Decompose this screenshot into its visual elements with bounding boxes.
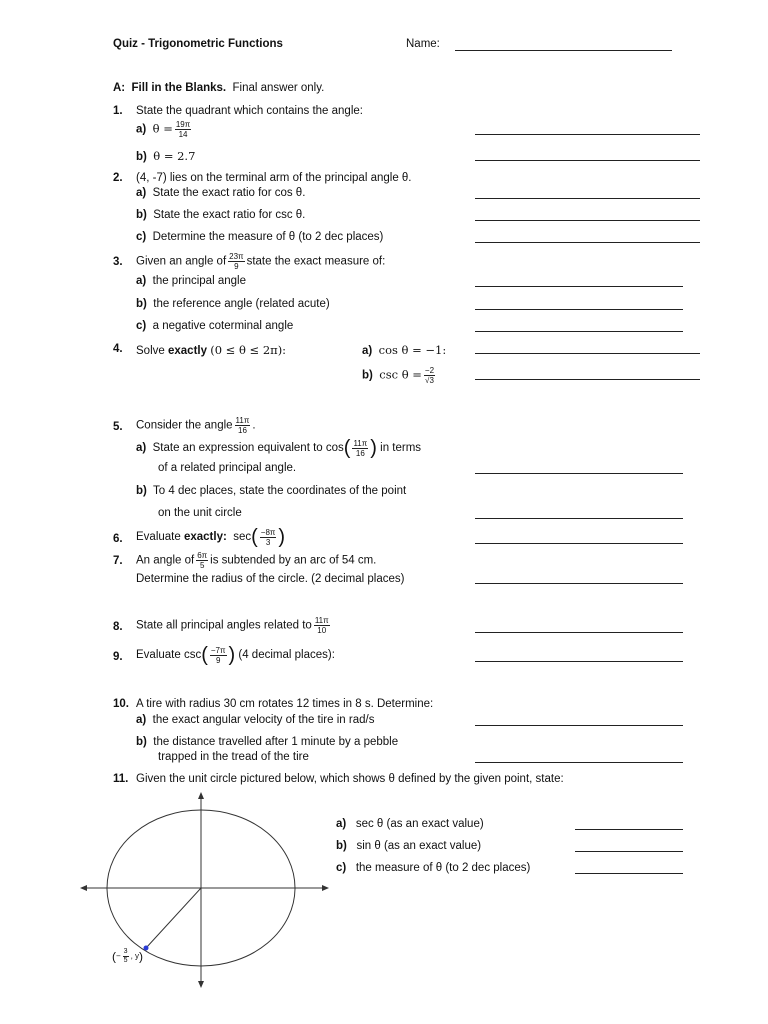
q2-text: (4, -7) lies on the terminal arm of the principal angle θ.	[136, 172, 412, 184]
q6-number: 6.	[113, 533, 123, 545]
q5a-answer-blank[interactable]	[475, 473, 683, 474]
q10a-answer-blank[interactable]	[475, 725, 683, 726]
terminal-point	[144, 946, 149, 951]
q11c-answer-blank[interactable]	[575, 873, 683, 874]
q6-answer-blank[interactable]	[475, 543, 683, 544]
q7-text: An angle of $\frac{6\pi}{5}$ is subtended by an arc of 54 cm.	[136, 551, 377, 570]
q5-text: Consider the angle $\frac{11\pi}{16}$ .	[136, 416, 256, 435]
q3c: c) a negative coterminal angle	[136, 320, 294, 332]
q2c: c) Determine the measure of θ (to 2 dec places)	[136, 231, 384, 243]
q11b: b) sin θ (as an exact value)	[336, 840, 482, 852]
q11c: c) the measure of θ (to 2 dec places)	[336, 862, 531, 874]
q11-text: Given the unit circle pictured below, which shows θ defined by the given point, state:	[136, 773, 564, 785]
q3-number: 3.	[113, 256, 123, 268]
q7-line2: Determine the radius of the circle. (2 decimal places)	[136, 573, 405, 585]
q2b-answer-blank[interactable]	[475, 220, 700, 221]
quiz-title: Quiz - Trigonometric Functions	[113, 38, 283, 50]
q3a: a) the principal angle	[136, 275, 246, 287]
q10-text: A tire with radius 30 cm rotates 12 times in 8 s. Determine:	[136, 698, 434, 710]
q3-text: Given an angle of $\frac{23\pi}{9}$ state the exact measure of:	[136, 252, 386, 271]
q9-answer-blank[interactable]	[475, 661, 683, 662]
q10b: b) the distance travelled after 1 minute by a pebble	[136, 736, 399, 748]
q5a-line2: of a related principal angle.	[158, 462, 297, 474]
q8-answer-blank[interactable]	[475, 632, 683, 633]
q8-number: 8.	[113, 621, 123, 633]
q1a-answer-blank[interactable]	[475, 134, 700, 135]
q6-text: Evaluate exactly: sec( $\frac{-8\pi}{3}$ )	[136, 526, 286, 548]
q1b-answer-blank[interactable]	[475, 160, 700, 161]
x-axis-left-arrowhead	[80, 885, 87, 891]
q11b-answer-blank[interactable]	[575, 851, 683, 852]
section-a-heading: A: Fill in the Blanks. Final answer only.	[113, 82, 325, 94]
q5b: b) To 4 dec places, state the coordinates of the point	[136, 485, 407, 497]
q2c-answer-blank[interactable]	[475, 242, 700, 243]
q5-number: 5.	[113, 421, 123, 433]
q1-number: 1.	[113, 105, 123, 117]
y-axis-top-arrowhead	[198, 792, 204, 799]
q3a-answer-blank[interactable]	[475, 286, 683, 287]
q10b-answer-blank[interactable]	[475, 762, 683, 763]
point-label: (− $\frac{3}{5}$ , y)	[112, 948, 144, 964]
q10-number: 10.	[113, 698, 129, 710]
q3c-answer-blank[interactable]	[475, 331, 683, 332]
q2-number: 2.	[113, 172, 123, 184]
q4-text: Solve exactly (0 ≤ θ ≤ 2π):	[136, 343, 287, 357]
q10b-line2: trapped in the tread of the tire	[158, 751, 309, 763]
q3b: b) the reference angle (related acute)	[136, 298, 330, 310]
q5b-line2: on the unit circle	[158, 507, 242, 519]
name-blank[interactable]	[455, 50, 672, 51]
q4b: b) csc θ = $\frac{-2}{√3}$	[362, 366, 435, 385]
q11-number: 11.	[113, 773, 129, 785]
name-label: Name:	[406, 38, 440, 50]
q7-answer-blank[interactable]	[475, 583, 683, 584]
q2a: a) State the exact ratio for cos θ.	[136, 187, 306, 199]
q2a-answer-blank[interactable]	[475, 198, 700, 199]
q1b: b) θ = 2.7	[136, 149, 196, 163]
q11a-answer-blank[interactable]	[575, 829, 683, 830]
q4a: a) cos θ = −1:	[362, 343, 447, 357]
q3b-answer-blank[interactable]	[475, 309, 683, 310]
y-axis-bottom-arrowhead	[198, 981, 204, 988]
q1-text: State the quadrant which contains the angle:	[136, 105, 363, 117]
q9-text: Evaluate csc( $\frac{-7\pi}{9}$ ) (4 decimal places):	[136, 644, 335, 666]
terminal-arm	[146, 888, 201, 948]
q9-number: 9.	[113, 651, 123, 663]
x-axis-right-arrowhead	[322, 885, 329, 891]
q4b-answer-blank[interactable]	[475, 379, 700, 380]
q7-number: 7.	[113, 555, 123, 567]
q8-text: State all principal angles related to $\frac{11\pi}{10}$	[136, 616, 329, 635]
q4-number: 4.	[113, 343, 123, 355]
q4a-answer-blank[interactable]	[475, 353, 700, 354]
q11a: a) sec θ (as an exact value)	[336, 818, 484, 830]
q5b-answer-blank[interactable]	[475, 518, 683, 519]
q2b: b) State the exact ratio for csc θ.	[136, 209, 306, 221]
q1a: a) θ = $\frac{19\pi}{14}$	[136, 120, 191, 139]
q10a: a) the exact angular velocity of the tire in rad/s	[136, 714, 375, 726]
q5a: a) State an expression equivalent to cos( $\frac{11\pi}{16}$ ) in terms	[136, 437, 422, 459]
